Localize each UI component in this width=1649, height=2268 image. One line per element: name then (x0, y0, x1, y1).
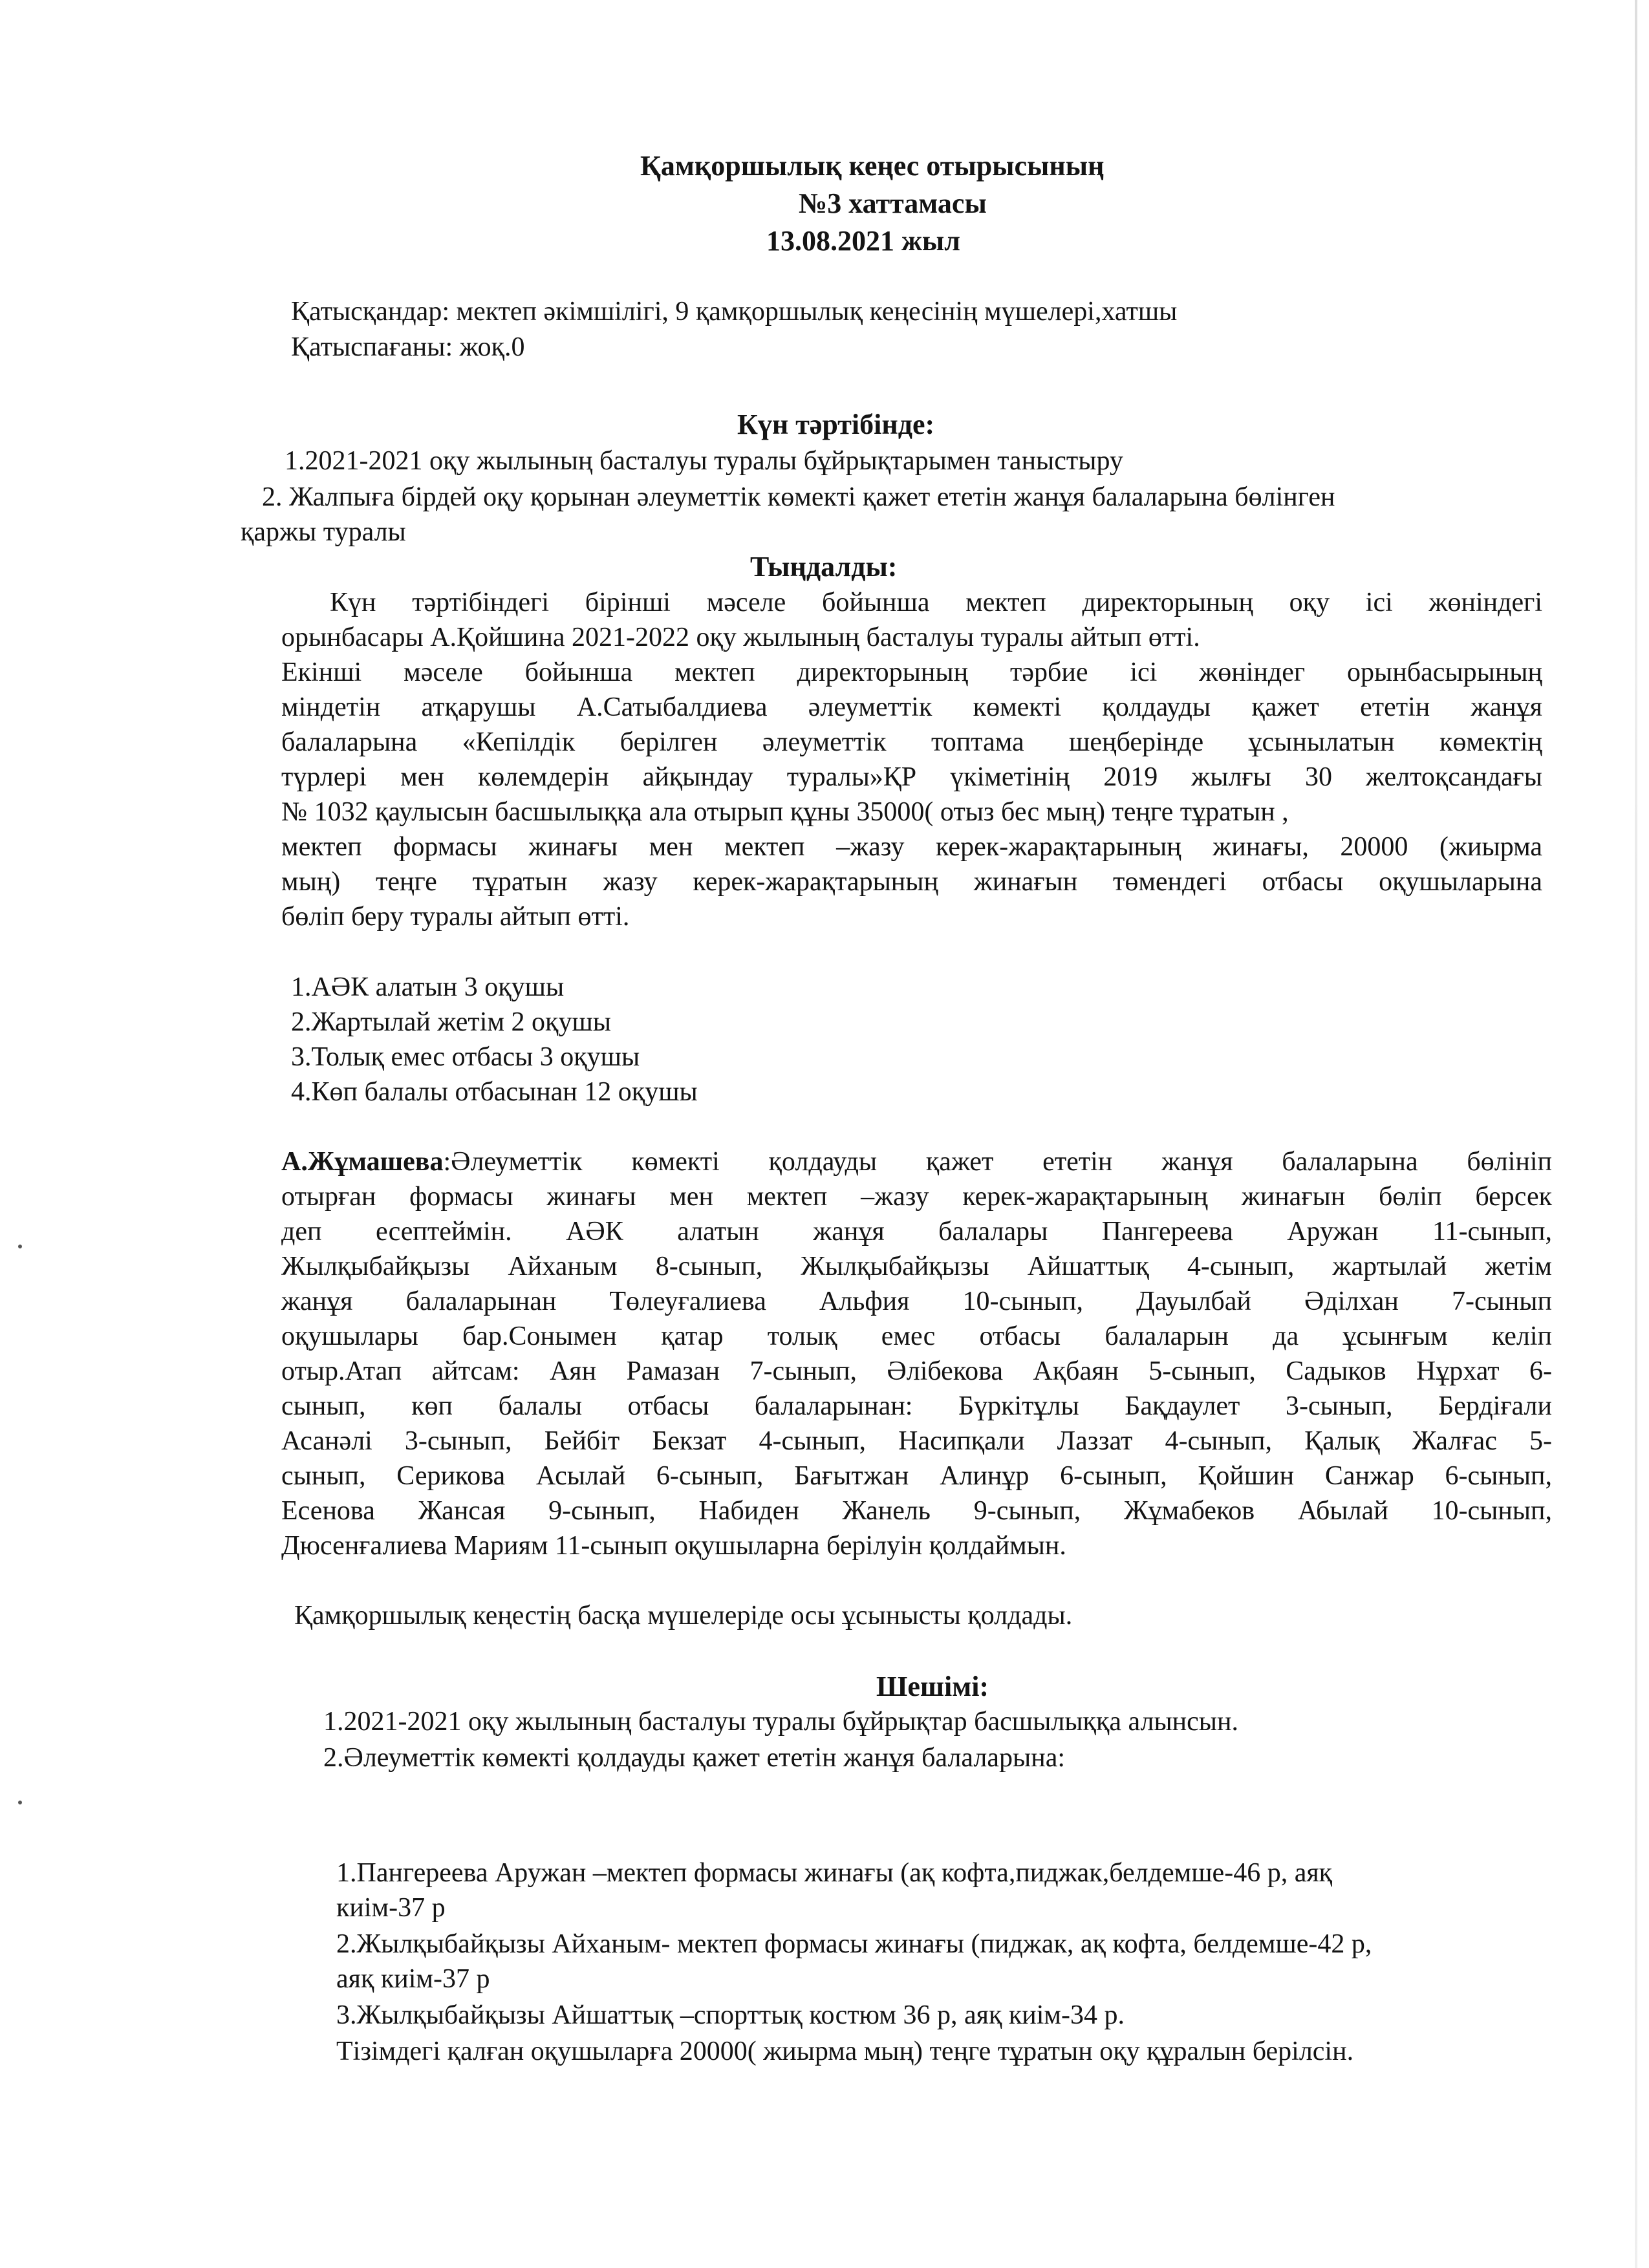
attendance-present: Қатысқандар: мектеп әкімшілігі, 9 қамқоршылық кеңесінің мүшелері,хатшы (291, 297, 1178, 326)
title-line-2: №3 хаттамасы (799, 187, 987, 219)
decision-list-line: 1.Пангереева Аружан –мектеп формасы жинағы (ақ кофта,пиджак,белдемше-46 р, аяқ (336, 1858, 1333, 1888)
heard-line: балаларына «Кепілдік берілген әлеуметтік топтама шеңберінде ұсынылатын көмектің (281, 727, 1542, 757)
heard-line: түрлері мен көлемдерін айқындау туралы»ҚР үкіметінің 2019 жылғы 30 желтоқсандағы (281, 762, 1542, 792)
document-title (0, 147, 1649, 260)
scan-dot-artifact (18, 1801, 22, 1804)
attendance-absent: Қатыспағаны: жоқ.0 (291, 332, 525, 362)
speech-line: Есенова Жансая 9-сынып, Набиден Жанель 9-сынып, Жұмабеков Абылай 10-сынып, (281, 1496, 1552, 1526)
speech-text: :Әлеуметтік көмекті қолдауды қажет ететін жанұя балаларына бөлініп (443, 1147, 1552, 1177)
agenda-item-2: 2. Жалпыға бірдей оқу қорынан әлеуметтік көмекті қажет ететін жанұя балаларына бөлінген (262, 482, 1335, 512)
heard-line: міндетін атқарушы А.Сатыбалдиева әлеуметтік көмекті қолдауды қажет ететін жанұя (281, 692, 1542, 722)
speech-line: жанұя балаларынан Төлеуғалиева Альфия 10-сынып, Дауылбай Әділхан 7-сынып (281, 1287, 1552, 1316)
speech-line: оқушылары бар.Сонымен қатар толық емес отбасы балаларын да ұсынғым келіп (281, 1321, 1552, 1351)
agenda-heading: Күн тәртібінде: (737, 409, 935, 440)
category-item: 3.Толық емес отбасы 3 оқушы (291, 1042, 640, 1072)
heard-line: мың) теңге тұратын жазу керек-жарақтарының жинағын төмендегі отбасы оқушыларына (281, 867, 1542, 897)
decision-list-line: Тізімдегі қалған оқушыларға 20000( жиырма мың) теңге тұратын оқу құралын берілсін. (336, 2037, 1354, 2066)
decision-heading: Шешімі: (876, 1671, 989, 1702)
scan-edge-artifact (1635, 0, 1637, 2268)
scan-dot-artifact (18, 1245, 22, 1248)
heard-line: № 1032 қаулысын басшылыққа ала отырып құны 35000( отыз бес мың) теңге тұратын , (281, 797, 1289, 827)
heard-line: орынбасары А.Қойшина 2021-2022 оқу жылының басталуы туралы айтып өтті. (281, 623, 1200, 652)
agenda-item-1: 1.2021-2021 оқу жылының басталуы туралы бұйрықтарымен таныстыру (285, 446, 1123, 476)
heard-heading: Тыңдалды: (750, 551, 898, 583)
heard-line: бөліп беру туралы айтып өтті. (281, 902, 630, 932)
speech-line (281, 1144, 1552, 1179)
title-line-3: 13.08.2021 жыл (766, 225, 960, 257)
speech-line: сынып, Серикова Асылай 6-сынып, Бағытжан Алинұр 6-сынып, Қойшин Санжар 6-сынып, (281, 1461, 1552, 1491)
speech-line: деп есептеймін. АӘК алатын жанұя балалары Пангереева Аружан 11-сынып, (281, 1217, 1552, 1246)
heard-line: мектеп формасы жинағы мен мектеп –жазу керек-жарақтарының жинағы, 20000 (жиырма (281, 832, 1542, 862)
decision-list-line: аяқ киім-37 р (336, 1964, 490, 1994)
decision-list-line: 3.Жылқыбайқызы Айшаттық –спорттық костюм 36 р, аяқ киім-34 р. (336, 2000, 1125, 2030)
speech-line: Жылқыбайқызы Айханым 8-сынып, Жылқыбайқызы Айшаттық 4-сынып, жартылай жетім (281, 1252, 1552, 1281)
speech-paragraph (281, 1144, 1552, 1563)
speech-line: отыр.Атап айтсам: Аян Рамазан 7-сынып, Әлібекова Ақбаян 5-сынып, Садыков Нұрхат 6- (281, 1356, 1552, 1386)
heard-line: Күн тәртібіндегі бірінші мәселе бойынша мектеп директорының оқу ісі жөніндегі (330, 588, 1542, 617)
agenda-item-2-cont: қаржы туралы (241, 517, 406, 547)
title-line-1: Қамқоршылық кеңес отырысының (640, 150, 1105, 182)
speech-line: Дюсенғалиева Мариям 11-сынып оқушыларна берілуін қолдаймын. (281, 1531, 1066, 1561)
speaker-name: А.Жұмашева (281, 1147, 444, 1177)
heard-line: Екінші мәселе бойынша мектеп директорының тәрбие ісі жөніндег орынбасырының (281, 658, 1542, 687)
decision-item-2: 2.Әлеуметтік көмекті қолдауды қажет ететін жанұя балаларына: (323, 1743, 1066, 1773)
speech-line: отырған формасы жинағы мен мектеп –жазу керек-жарақтарының жинағын бөліп берсек (281, 1182, 1552, 1212)
category-item: 1.АӘК алатын 3 оқушы (291, 972, 565, 1002)
decision-list-line: 2.Жылқыбайқызы Айханым- мектеп формасы жинағы (пиджак, ақ кофта, белдемше-42 р, (336, 1929, 1372, 1959)
heard-paragraph (281, 585, 1542, 934)
decision-list-line: киім-37 р (336, 1893, 446, 1923)
support-line: Қамқоршылық кеңестің басқа мүшелеріде осы ұсынысты қолдады. (294, 1601, 1073, 1631)
category-item: 4.Көп балалы отбасынан 12 оқушы (291, 1077, 698, 1107)
decision-item-1: 1.2021-2021 оқу жылының басталуы туралы бұйрықтар басшылыққа алынсын. (323, 1707, 1238, 1737)
speech-line: сынып, көп балалы отбасы балаларынан: Бүркітұлы Бақдаулет 3-сынып, Бердіғали (281, 1391, 1552, 1421)
category-item: 2.Жартылай жетім 2 оқушы (291, 1007, 611, 1037)
speech-line: Асанәлі 3-сынып, Бейбіт Бекзат 4-сынып, Насипқали Лаззат 4-сынып, Қалық Жалғас 5- (281, 1426, 1552, 1456)
